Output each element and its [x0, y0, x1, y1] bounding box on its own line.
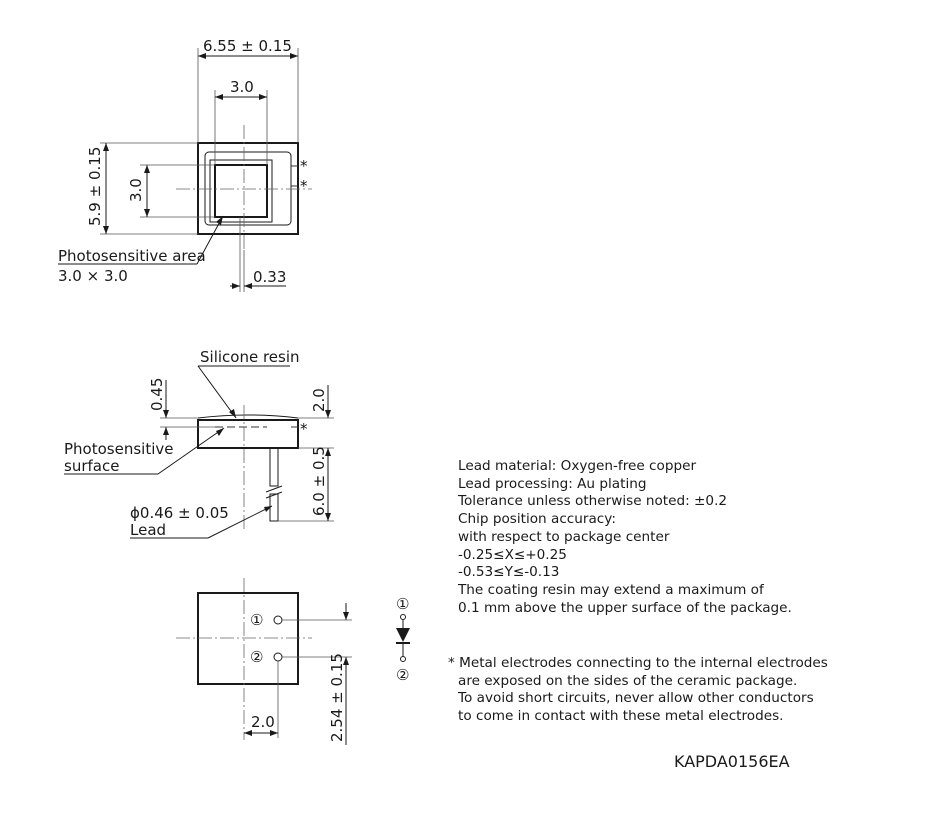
diode-schematic: [396, 595, 410, 684]
electrode-warning-note: [448, 655, 828, 726]
bottom-package-outline: [198, 593, 298, 684]
schematic-pin1-label: ①: [396, 595, 410, 613]
resin-top-surface: [198, 415, 298, 418]
star-note-line: To avoid short circuits, never allow other conductors: [458, 690, 814, 707]
top-star-mark-2: *: [300, 177, 308, 195]
star-note-line: are exposed on the sides of the ceramic package.: [458, 672, 798, 689]
photosensitive-area-size: 3.0 × 3.0: [58, 267, 128, 285]
document-code: KAPDA0156EA: [674, 752, 790, 771]
pin-pitch-dim: 2.54 ± 0.15: [328, 653, 346, 742]
note-line: Tolerance unless otherwise noted: ±0.2: [458, 493, 728, 510]
note-line: Chip position accuracy:: [458, 511, 616, 528]
note-line: -0.25≤X≤+0.25: [458, 546, 567, 563]
resin-thickness-dim: 0.45: [148, 377, 166, 411]
bottom-pin2-label: ②: [250, 648, 264, 666]
lead-diameter-label: ϕ0.46 ± 0.05: [130, 504, 229, 522]
schematic-pin2-label: ②: [396, 666, 410, 684]
star-note-line: to come in contact with these metal electrodes.: [458, 708, 784, 725]
pin1-pad: [274, 616, 282, 624]
photosensitive-surface-label-2: surface: [64, 457, 120, 475]
height-dim: 5.9 ± 0.15: [86, 146, 104, 226]
note-line: Lead processing: Au plating: [458, 475, 647, 492]
silicone-resin-label: Silicone resin: [200, 348, 300, 366]
specification-notes: [458, 458, 792, 617]
lead-upper: [270, 448, 278, 486]
note-line: Lead material: Oxygen-free copper: [458, 458, 697, 474]
offset-dim: 0.33: [253, 268, 287, 286]
photosensitive-area: [215, 165, 267, 217]
top-chip-frame: [210, 160, 272, 222]
photosensitive-surface-label: Photosensitive: [64, 440, 174, 458]
note-line: The coating resin may extend a maximum of: [458, 581, 764, 598]
diode-symbol: [396, 628, 410, 642]
side-package-body: [198, 420, 298, 448]
lead-offset-dim: 2.0: [251, 713, 275, 731]
bottom-view: [176, 578, 352, 745]
bottom-pin1-label: ①: [250, 611, 264, 629]
note-line: with respect to package center: [458, 528, 670, 545]
lead-length-dim: 6.0 ± 0.5: [310, 446, 328, 516]
lead-lower: [270, 494, 278, 521]
top-inner-frame: [205, 152, 291, 225]
top-view: [58, 37, 312, 292]
inner-width-dim: 3.0: [230, 78, 254, 96]
side-star-mark: *: [300, 420, 308, 438]
package-height-dim: 2.0: [310, 388, 328, 412]
star-note-line: * Metal electrodes connecting to the internal electrodes: [448, 655, 828, 671]
pin2-pad: [274, 653, 282, 661]
lead-label: Lead: [130, 521, 167, 539]
side-view: [64, 348, 334, 539]
photosensitive-area-label: Photosensitive area: [58, 247, 206, 265]
note-line: 0.1 mm above the upper surface of the package.: [458, 599, 792, 616]
note-line: -0.53≤Y≤-0.13: [458, 564, 560, 581]
width-dim: 6.55 ± 0.15: [203, 37, 292, 55]
top-star-mark-1: *: [300, 157, 308, 175]
inner-height-dim: 3.0: [127, 178, 145, 202]
top-package-outline: [198, 143, 298, 234]
